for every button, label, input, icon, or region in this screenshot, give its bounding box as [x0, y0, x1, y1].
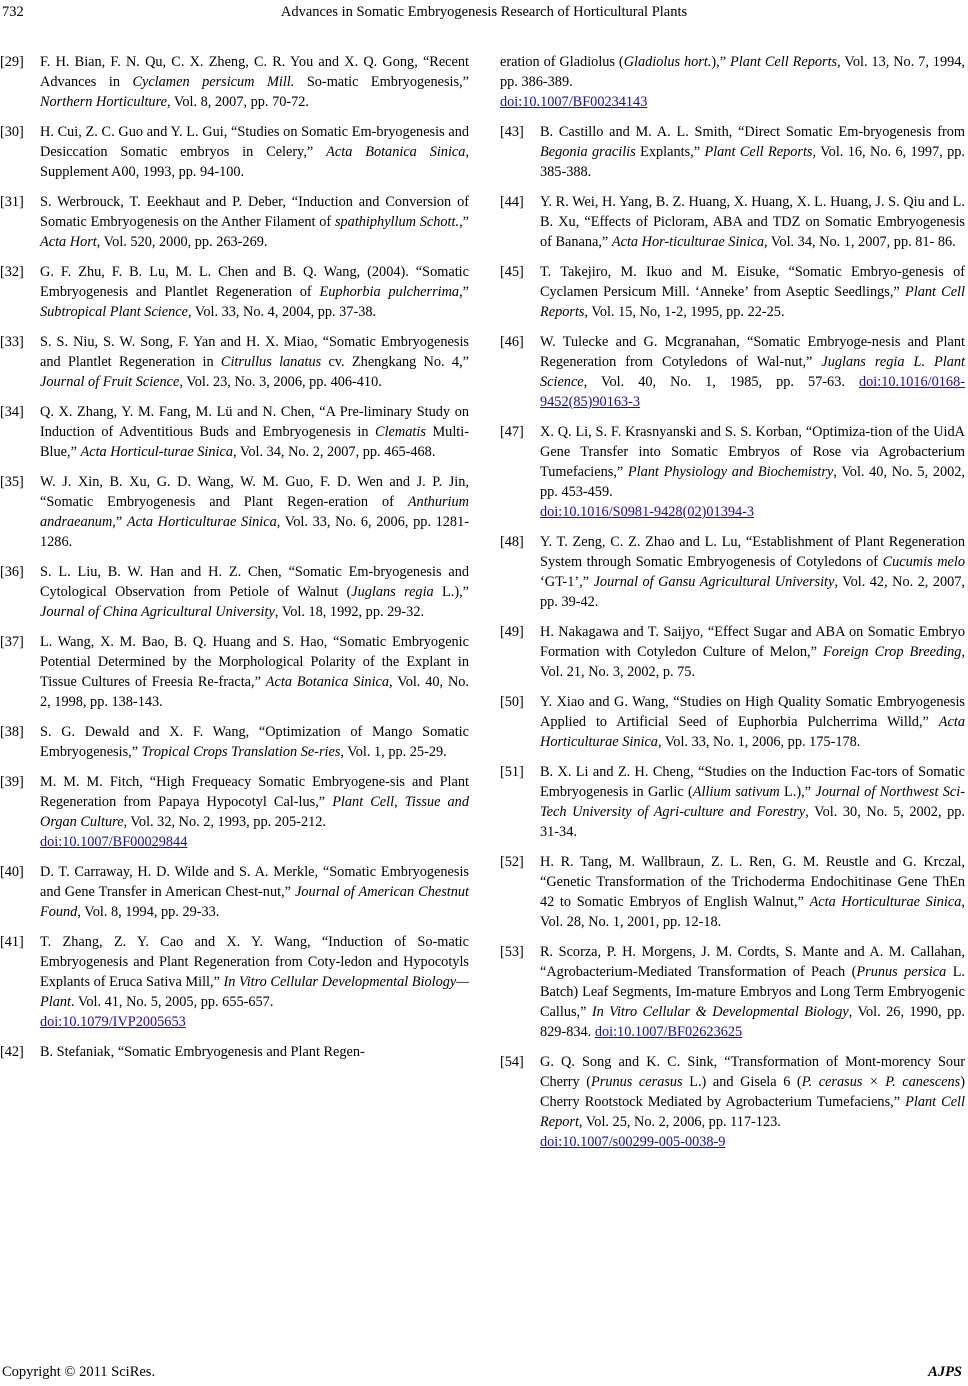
ref-text: F. H. Bian, F. N. Qu, C. X. Zheng, C. R. You and X. Q. Gong, “Recent Advances in Cyclamen persicum Mill. So-matic Embryogenesis,” Northern Horticulture, Vol. 8, 2007, pp. 70-72. [40, 54, 469, 110]
ref-text: G. F. Zhu, F. B. Lu, M. L. Chen and B. Q. Wang, (2004). “Somatic Embryogenesis and Plantlet Regeneration of Euphorbia pulcherrima,” Subtropical Plant Science, Vol. 33, No. 4, 2004, pp. 37-38. [40, 264, 470, 320]
reference-48 [500, 532, 965, 612]
doi-link[interactable]: doi:10.1007/s00299-005-0038-9 [540, 1134, 726, 1150]
page-number: 732 [2, 4, 24, 20]
reference-31 [0, 192, 469, 252]
ref-text: H. R. Tang, M. Wallbraun, Z. L. Ren, G. M. Reustle and G. Krczal, “Genetic Transformation of the Trichoderma Endochitinase Gene ThEn 42 to Somatic Embryos of English Walnut,” Acta Horticulturae Sinica, Vol. 28, No. 1, 2001, pp. 12-18. [540, 854, 965, 930]
doi-link[interactable]: doi:10.1007/BF00029844 [40, 834, 188, 850]
reference-37 [0, 632, 469, 712]
ref-number: [34] [0, 404, 24, 420]
ref-text: S. S. Niu, S. W. Song, F. Yan and H. X. Miao, “Somatic Embryogenesis and Plantlet Regeneration in Citrullus lanatus cv. Zhengkang No. 4,” Journal of Fruit Science, Vol. 23, No. 3, 2006, pp. 406-410. [40, 334, 469, 390]
ref-number: [43] [500, 124, 524, 140]
ref-text: T. Zhang, Z. Y. Cao and X. Y. Wang, “Induction of So-matic Embryogenesis and Plant Regeneration from Coty-ledon and Hypocotyls Explants of Eruca Sativa Mill,” In Vitro Cellular Developmental Biology—Plant. Vol. 41, No. 5, 2005, pp. 655-657. doi:10.1079/IVP2005653 [40, 934, 469, 1030]
reference-44 [500, 192, 965, 252]
reference-32 [0, 262, 469, 322]
ref-number: [42] [0, 1044, 24, 1060]
ref-number: [51] [500, 764, 524, 780]
ref-number: [50] [500, 694, 524, 710]
ref-number: [38] [0, 724, 24, 740]
reference-38 [0, 722, 469, 762]
doi-link[interactable]: doi:10.1016/0168-9452(85)90163-3 [540, 374, 965, 410]
copyright-notice: Copyright © 2011 SciRes. [2, 1364, 156, 1380]
reference-35 [0, 472, 469, 552]
ref-number: [52] [500, 854, 524, 870]
reference-41 [0, 932, 469, 1032]
ref-number: [47] [500, 424, 524, 440]
reference-47 [500, 422, 965, 522]
ref-text: Y. T. Zeng, C. Z. Zhao and L. Lu, “Establishment of Plant Regeneration System through Somatic Embryogenesis of Cotyledons of Cucumis melo ‘GT-1’,” Journal of Gansu Agricultural University, Vol. 42, No. 2, 2007, pp. 39-42. [540, 534, 966, 610]
ref-number: [31] [0, 194, 24, 210]
reference-36 [0, 562, 469, 622]
ref-text: Q. X. Zhang, Y. M. Fang, M. Lü and N. Chen, “A Pre-liminary Study on Induction of Adventitious Buds and Embryogenesis in Clematis Multi-Blue,” Acta Horticul-turae Sinica, Vol. 34, No. 2, 2007, pp. 465-468. [40, 404, 469, 460]
doi-link[interactable]: doi:10.1016/S0981-9428(02)01394-3 [540, 504, 755, 520]
ref-number: [41] [0, 934, 24, 950]
ref-text: H. Nakagawa and T. Saijyo, “Effect Sugar and ABA on Somatic Embryo Formation with Cotyledon Culture of Melon,” Foreign Crop Breeding, Vol. 21, No. 3, 2002, p. 75. [540, 624, 966, 680]
ref-number: [44] [500, 194, 524, 210]
ref-text: B. X. Li and Z. H. Cheng, “Studies on the Induction Fac-tors of Somatic Embryogenesis in Garlic (Allium sativum L.),” Journal of Northwest Sci-Tech University of Agri-culture and Forestry, Vol. 30, No. 5, 2002, pp. 31-34. [540, 764, 965, 840]
reference-30 [0, 122, 469, 182]
reference-53 [500, 942, 965, 1042]
ref-number: [36] [0, 564, 24, 580]
ref-number: [46] [500, 334, 524, 350]
ref-text: T. Takejiro, M. Ikuo and M. Eisuke, “Somatic Embryo-genesis of Cyclamen Persicum Mill. ‘Anneke’ from Aseptic Seedlings,” Plant Cell Reports, Vol. 15, No, 1-2, 1995, pp. 22-25. [540, 264, 965, 320]
ref-number: [53] [500, 944, 524, 960]
reference-49 [500, 622, 965, 682]
ref-text: D. T. Carraway, H. D. Wilde and S. A. Merkle, “Somatic Embryogenesis and Gene Transfer in American Chest-nut,” Journal of American Chestnut Found, Vol. 8, 1994, pp. 29-33. [40, 864, 470, 920]
ref-text: S. L. Liu, B. W. Han and H. Z. Chen, “Somatic Em-bryogenesis and Cytological Observation from Petiole of Walnut (Juglans regia L.),” Journal of China Agricultural University, Vol. 18, 1992, pp. 29-32. [40, 564, 469, 620]
running-title: Advances in Somatic Embryogenesis Research of Horticultural Plants [280, 4, 688, 20]
page-header [0, 4, 968, 26]
reference-43 [500, 122, 965, 182]
ref-text: G. Q. Song and K. C. Sink, “Transformation of Mont-morency Sour Cherry (Prunus cerasus L.) and Gisela 6 (P. cerasus × P. canescens) Cherry Rootstock Mediated by Agrobacterium Tumefaciens,” Plant Cell Report, Vol. 25, No. 2, 2006, pp. 117-123. doi:10.1007/s00299-005-0038-9 [540, 1054, 965, 1150]
ref-text: Y. Xiao and G. Wang, “Studies on High Quality Somatic Embryogenesis Applied to Artificial Seed of Euphorbia Pulcherrima Willd,” Acta Horticulturae Sinica, Vol. 33, No. 1, 2006, pp. 175-178. [540, 694, 965, 750]
reference-54 [500, 1052, 965, 1152]
reference-33 [0, 332, 469, 392]
reference-50 [500, 692, 965, 752]
journal-abbreviation: AJPS [928, 1364, 962, 1380]
page-footer [0, 1364, 968, 1386]
reference-34 [0, 402, 469, 462]
ref-number: [54] [500, 1054, 524, 1070]
ref-number: [45] [500, 264, 524, 280]
ref-text: eration of Gladiolus (Gladiolus hort.),” Plant Cell Reports, Vol. 13, No. 7, 1994, pp. 386-389. doi:10.1007/BF00234143 [500, 54, 965, 110]
ref-number: [33] [0, 334, 24, 350]
reference-29 [0, 52, 469, 112]
ref-number: [48] [500, 534, 524, 550]
ref-text: Y. R. Wei, H. Yang, B. Z. Huang, X. Huang, X. L. Huang, J. S. Qiu and L. B. Xu, “Effects of Picloram, ABA and TDZ on Somatic Embryogenesis of Banana,” Acta Hor-ticulturae Sinica, Vol. 34, No. 1, 2007, pp. 81- 86. [540, 194, 965, 250]
ref-number: [49] [500, 624, 524, 640]
reference-45 [500, 262, 965, 322]
reference-42-continued [500, 52, 965, 112]
reference-40 [0, 862, 469, 922]
reference-42 [0, 1042, 469, 1062]
ref-number: [37] [0, 634, 24, 650]
ref-text: B. Castillo and M. A. L. Smith, “Direct Somatic Em-bryogenesis from Begonia gracilis Explants,” Plant Cell Reports, Vol. 16, No. 6, 1997, pp. 385-388. [540, 124, 965, 180]
reference-51 [500, 762, 965, 842]
reference-column-right [500, 52, 965, 1162]
doi-link[interactable]: doi:10.1007/BF00234143 [500, 94, 648, 110]
ref-text: S. G. Dewald and X. F. Wang, “Optimization of Mango Somatic Embryogenesis,” Tropical Crops Translation Se-ries, Vol. 1, pp. 25-29. [40, 724, 469, 760]
ref-number: [30] [0, 124, 24, 140]
ref-text: W. Tulecke and G. Mcgranahan, “Somatic Embryoge-nesis and Plant Regeneration from Cotyledons of Wal-nut,” Juglans regia L. Plant Science, Vol. 40, No. 1, 1985, pp. 57-63. doi:10.1016/0168-9452(85)90163-3 [540, 334, 965, 410]
ref-text: H. Cui, Z. C. Guo and Y. L. Gui, “Studies on Somatic Em-bryogenesis and Desiccation Somatic embryos in Celery,” Acta Botanica Sinica, Supplement A00, 1993, pp. 94-100. [40, 124, 470, 180]
ref-number: [40] [0, 864, 24, 880]
reference-39 [0, 772, 469, 852]
reference-column-left [0, 52, 469, 1072]
ref-number: [39] [0, 774, 24, 790]
ref-number: [35] [0, 474, 24, 490]
ref-text: M. M. M. Fitch, “High Frequeacy Somatic Embryogene-sis and Plant Regeneration from Papaya Hypocotyl Cal-lus,” Plant Cell, Tissue and Organ Culture, Vol. 32, No. 2, 1993, pp. 205-212. doi:10.1007/BF00029844 [40, 774, 469, 850]
ref-text: X. Q. Li, S. F. Krasnyanski and S. S. Korban, “Optimiza-tion of the UidA Gene Transfer into Somatic Embryos of Rose via Agrobacterium Tumefaciens,” Plant Physiology and Biochemistry, Vol. 40, No. 5, 2002, pp. 453-459. doi:10.1016/S0981-9428(02)01394-3 [540, 424, 965, 520]
doi-link[interactable]: doi:10.1007/BF02623625 [594, 1024, 743, 1040]
doi-link[interactable]: doi:10.1079/IVP2005653 [40, 1014, 186, 1030]
reference-52 [500, 852, 965, 932]
ref-text: W. J. Xin, B. Xu, G. D. Wang, W. M. Guo, F. D. Wen and J. P. Jin, “Somatic Embryogenesis and Plant Regen-eration of Anthurium andraeanum,” Acta Horticulturae Sinica, Vol. 33, No. 6, 2006, pp. 1281-1286. [40, 474, 469, 550]
ref-text: L. Wang, X. M. Bao, B. Q. Huang and S. Hao, “Somatic Embryogenic Potential Determined by the Morphological Polarity of the Explant in Tissue Cultures of Freesia Re-fracta,” Acta Botanica Sinica, Vol. 40, No. 2, 1998, pp. 138-143. [40, 634, 469, 710]
reference-46 [500, 332, 965, 412]
ref-text: R. Scorza, P. H. Morgens, J. M. Cordts, S. Mante and A. M. Callahan, “Agrobacterium-Mediated Transformation of Peach (Prunus persica L. Batch) Leaf Segments, Im-mature Embryos and Long Term Embryogenic Callus,” In Vitro Cellular & Developmental Biology, Vol. 26, 1990, pp. 829-834. doi:10.1007/BF02623625 [540, 944, 966, 1040]
ref-text: S. Werbrouck, T. Eeekhaut and P. Deber, “Induction and Conversion of Somatic Embryogenesis on the Anther Filament of spathiphyllum Schott.,” Acta Hort, Vol. 520, 2000, pp. 263-269. [40, 194, 469, 250]
ref-text: B. Stefaniak, “Somatic Embryogenesis and Plant Regen- [40, 1044, 365, 1060]
ref-number: [32] [0, 264, 24, 280]
ref-number: [29] [0, 54, 24, 70]
